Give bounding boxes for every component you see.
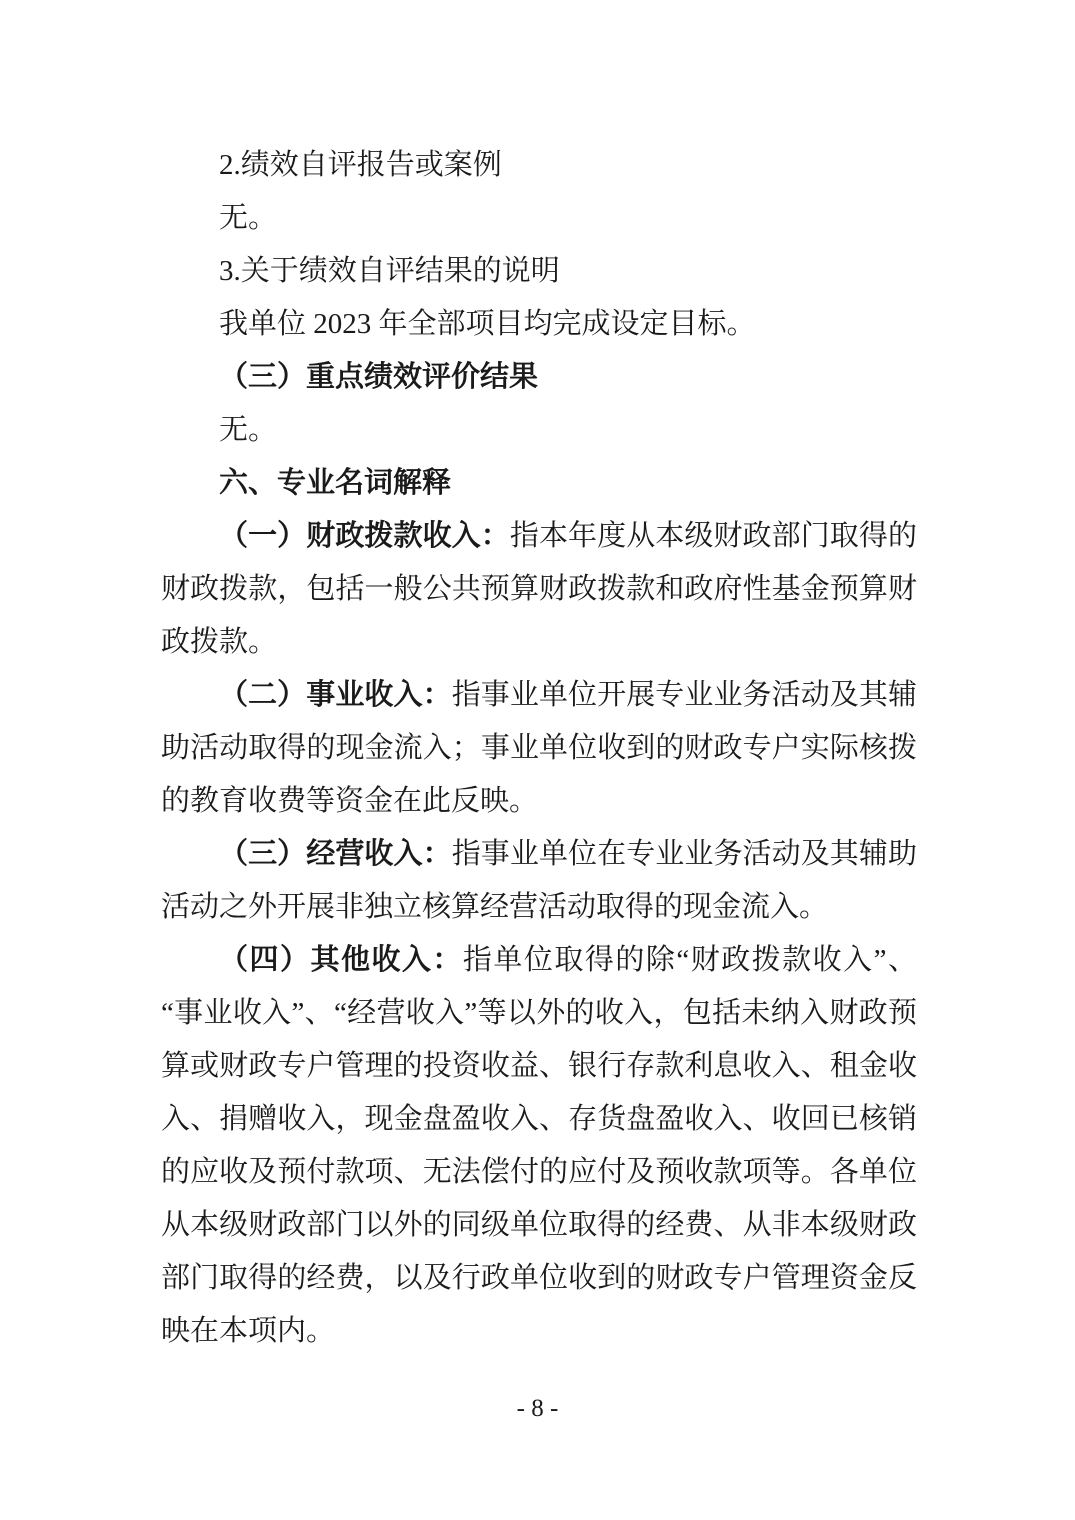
term-fiscal-appropriation-income: （一）财政拨款收入：指本年度从本级财政部门取得的财政拨款，包括一般公共预算财政拨款和政府性基金预算财政拨款。 [161,520,917,658]
term-institutional-income: （二）事业收入：指事业单位开展专业业务活动及其辅助活动取得的现金流入；事业单位收到的财政专户实际核拨的教育收费等资金在此反映。 [161,679,917,817]
para-key-performance-eval-heading: （三）重点绩效评价结果 [219,361,539,393]
term-label: （四）其他收入： [219,944,463,976]
term-label: （三）经营收入： [219,838,452,870]
term-operating-income: （三）经营收入：指事业单位在专业业务活动及其辅助活动之外开展非独立核算经营活动取得的现金流入。 [161,838,917,923]
document-body [161,139,917,1358]
para-self-eval-result-note-heading: 3.关于绩效自评结果的说明 [219,255,560,287]
heading-terminology: 六、专业名词解释 [219,467,452,499]
para-self-eval-report-heading: 2.绩效自评报告或案例 [219,149,502,181]
para-self-eval-result-statement: 我单位 2023 年全部项目均完成设定目标。 [219,308,756,340]
para-none-1: 无。 [219,202,278,234]
term-label: （一）财政拨款收入： [219,520,510,552]
page-number: - 8 - [516,1395,559,1422]
para-none-2: 无。 [219,414,278,446]
term-other-income: （四）其他收入：指单位取得的除“财政拨款收入”、“事业收入”、“经营收入”等以外的收入，包括未纳入财政预算或财政专户管理的投资收益、银行存款利息收入、租金收入、捐赠收入，现金盘盈收入、存货盘盈收入、收回已核销的应收及预付款项、无法偿付的应付及预收款项等。各单位从本级财政部门以外的同级单位取得的经费、从非本级财政部门取得的经费，以及行政单位收到的财政专户管理资金反映在本项内。 [161,944,917,1347]
term-label: （二）事业收入： [219,679,452,711]
